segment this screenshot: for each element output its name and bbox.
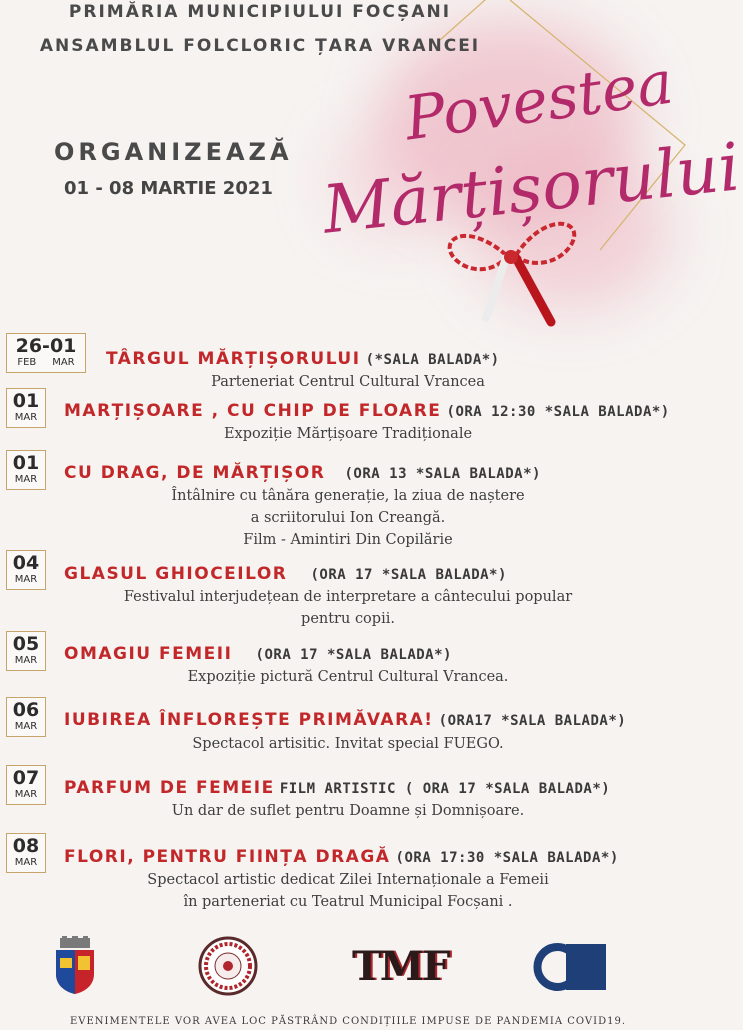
event-title: PARFUM DE FEMEIE: [64, 778, 275, 798]
header-line-2: ANSAMBLUL FOLCLORIC ȚARA VRANCEI: [39, 36, 481, 56]
event-description: Expoziție pictură Centrul Cultural Vrancea.: [187, 669, 509, 685]
event-venue: (ORA 17 *SALA BALADA*): [310, 567, 507, 583]
event-heading: [64, 644, 452, 664]
event-title: CU DRAG, DE MĂRȚIȘOR: [64, 463, 326, 483]
event-venue: (ORA17 *SALA BALADA*): [438, 713, 627, 729]
event-description: Spectacol artistic dedicat Zilei Internaționale a Femeii: [147, 872, 549, 888]
poster-title-line-1: Povestea: [400, 47, 678, 155]
ccv-logo: [538, 942, 608, 992]
focsani-coat-of-arms-icon: [54, 936, 96, 994]
event-venue: (ORA 17 *SALA BALADA*): [255, 647, 452, 663]
event-venue: (*SALA BALADA*): [365, 352, 500, 368]
event-heading: [64, 710, 626, 730]
festival-dates: 01 - 08 MARTIE 2021: [64, 178, 273, 199]
event-date-badge: 26-01 FEB MAR: [6, 333, 86, 373]
footer-note: EVENIMENTELE VOR AVEA LOC PĂSTRÂND CONDIȚIILE IMPUSE DE PANDEMIA COVID19.: [69, 1016, 627, 1027]
event-heading: [64, 463, 541, 483]
event-heading: [64, 778, 610, 798]
event-description: a scriitorului Ion Creangă.: [250, 510, 446, 526]
organizes-label: ORGANIZEAZĂ: [54, 138, 293, 166]
event-heading: [64, 847, 619, 867]
event-date-badge: 05 MAR: [6, 631, 46, 671]
event-date-badge: 04 MAR: [6, 550, 46, 590]
event-description: Expoziție Mărțișoare Tradiționale: [223, 426, 473, 442]
event-date-badge: 08 MAR: [6, 833, 46, 873]
folk-ensemble-logo-icon: [198, 936, 258, 996]
event-description: Întâlnire cu tânăra generație, la ziua de naștere: [171, 488, 525, 504]
event-description: Festivalul interjudețean de interpretare a cântecului popular: [123, 589, 573, 605]
event-venue: FILM ARTISTIC ( ORA 17 *SALA BALADA*): [279, 781, 611, 797]
event-venue: (ORA 17:30 *SALA BALADA*): [395, 850, 619, 866]
event-heading: [64, 401, 670, 421]
event-venue: (ORA 13 *SALA BALADA*): [344, 466, 541, 482]
event-description: Spectacol artisitic. Invitat special FUEGO.: [192, 736, 504, 752]
event-title: MARȚIȘOARE , CU CHIP DE FLOARE: [64, 401, 442, 421]
event-description: pentru copii.: [301, 611, 395, 627]
event-description: Film - Amintiri Din Copilărie: [243, 532, 453, 548]
event-date-badge: 01 MAR: [6, 450, 46, 490]
poster-title-line-2: Mărțișorului: [319, 128, 743, 249]
event-description: Parteneriat Centrul Cultural Vrancea: [211, 374, 485, 390]
header-line-1: PRIMĂRIA MUNICIPIULUI FOCȘANI: [68, 2, 452, 22]
event-title: IUBIREA ÎNFLOREȘTE PRIMĂVARA!: [64, 710, 434, 730]
event-heading: [64, 564, 507, 584]
event-title: TÂRGUL MĂRȚIȘORULUI: [106, 349, 361, 369]
event-date-badge: 07 MAR: [6, 765, 46, 805]
event-title: GLASUL GHIOCEILOR: [64, 564, 288, 584]
event-heading: [106, 349, 500, 369]
event-title: OMAGIU FEMEII: [64, 644, 233, 664]
event-description: Un dar de suflet pentru Doamne și Domnișoare.: [171, 803, 525, 819]
event-date-badge: 06 MAR: [6, 697, 46, 737]
event-date-badge: 01 MAR: [6, 388, 46, 428]
event-description: în parteneriat cu Teatrul Municipal Focșani .: [183, 894, 513, 910]
martisor-knot-icon: [436, 200, 586, 340]
event-venue: (ORA 12:30 *SALA BALADA*): [446, 404, 670, 420]
event-title: FLORI, PENTRU FIINȚA DRAGĂ: [64, 847, 391, 867]
tmf-logo: TMF: [352, 943, 449, 990]
